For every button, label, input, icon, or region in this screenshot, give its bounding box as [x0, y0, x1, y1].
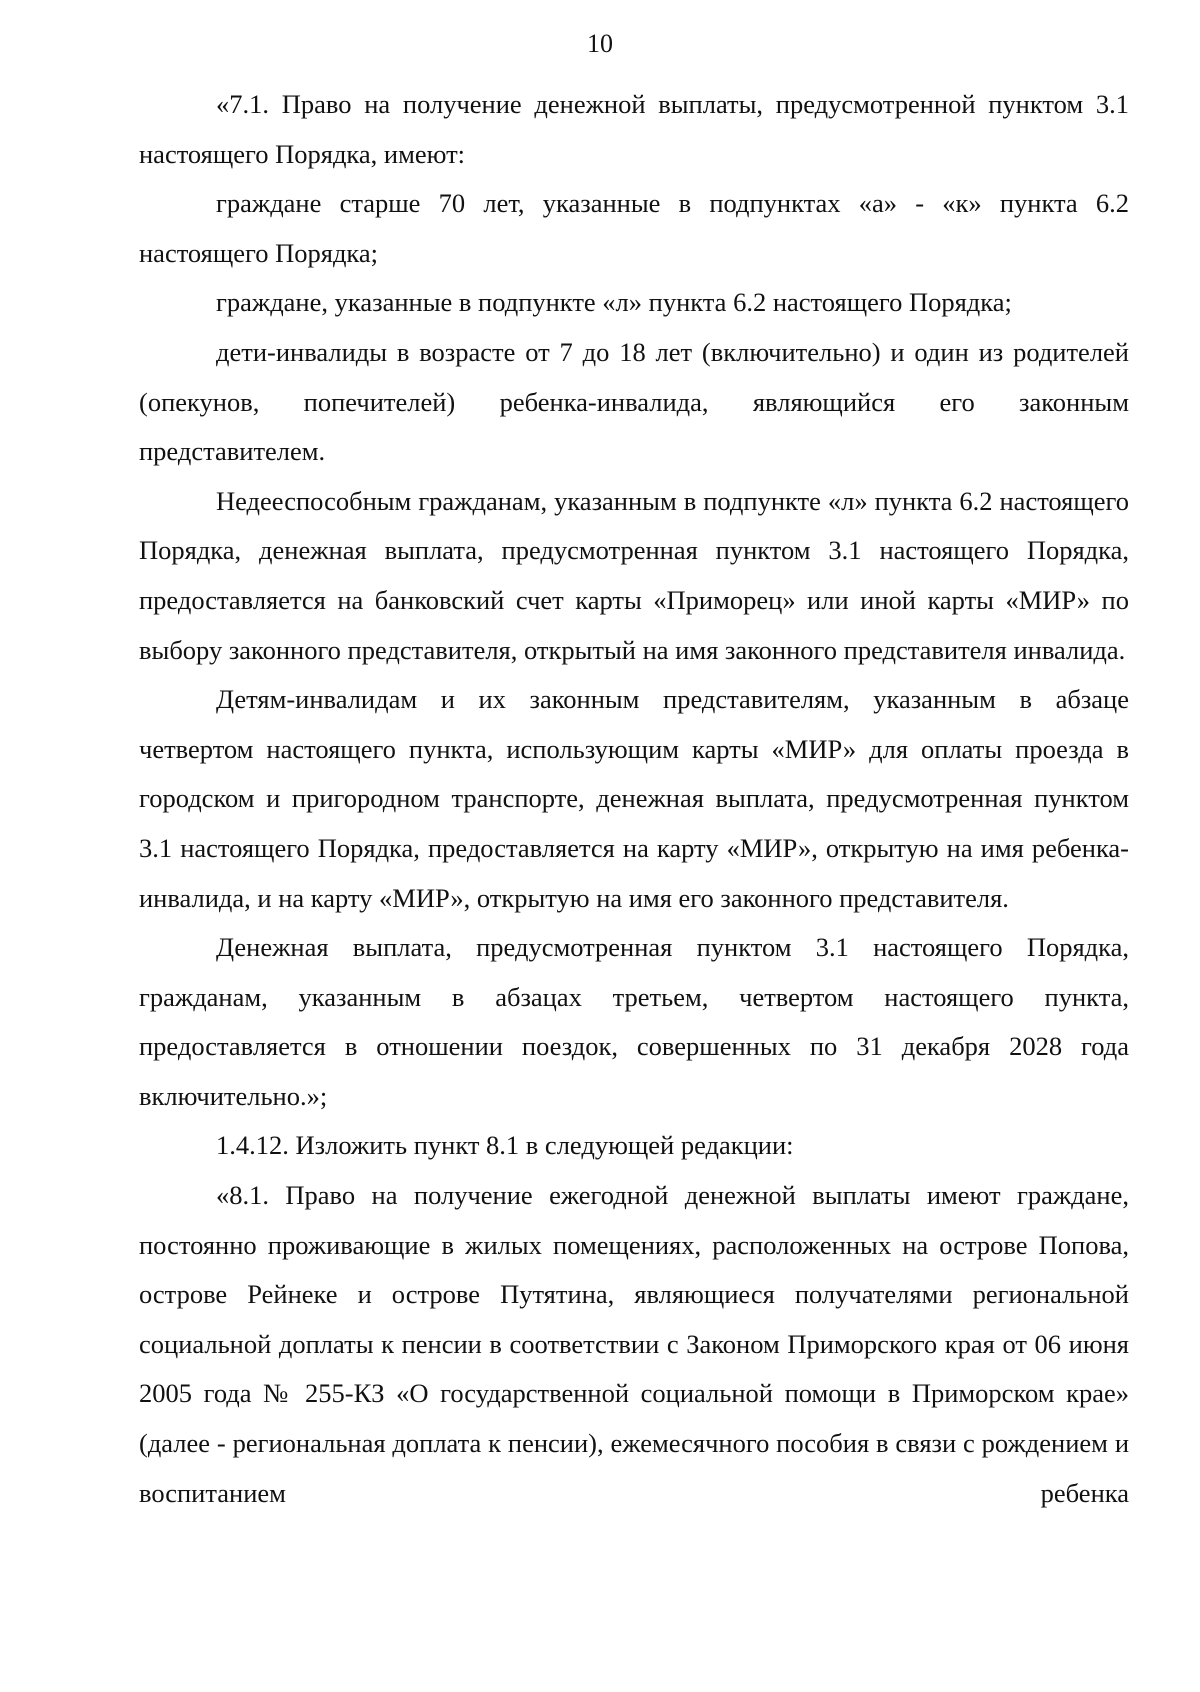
- paragraph-1-4-12: 1.4.12. Изложить пункт 8.1 в следующей редакции:: [216, 1130, 794, 1161]
- paragraph-citizens-over-70: граждане старше 70 лет, указанные в подпунктах «а» - «к» пункта 6.2 настоящего Порядка;: [139, 188, 1129, 268]
- paragraph-incapable-citizens: Недееспособным гражданам, указанным в подпункте «л» пункта 6.2 настоящего Порядка, денежная выплата, предусмотренная пунктом 3.1 настоящего Порядка, предоставляется на банковский счет карты «Приморец» или иной карты «МИР» по выбору законного представителя, открытый на имя законного представителя инвалида.: [139, 485, 1129, 665]
- paragraph-8-1: «8.1. Право на получение ежегодной денежной выплаты имеют граждане, постоянно проживающие в жилых помещениях, расположенных на острове Попова, острове Рейнеке и острове Путятина, являющиеся получателями региональной социальной доплаты к пенсии в соответствии с Законом Приморского края от 06 июня 2005 года № 255-КЗ «О государственной социальной помощи в Приморском крае» (далее - региональная доплата к пенсии), ежемесячного пособия в связи с рождением и воспитанием ребенка: [139, 1180, 1129, 1508]
- paragraph-mir-cards: Детям-инвалидам и их законным представителям, указанным в абзаце четвертом настоящего пункта, использующим карты «МИР» для оплаты проезда в городском и пригородном транспорте, денежная выплата, предусмотренная пунктом 3.1 настоящего Порядка, предоставляется на карту «МИР», открытую на имя ребенка-инвалида, и на карту «МИР», открытую на имя его законного представителя.: [139, 684, 1129, 913]
- paragraph-7-1-intro: «7.1. Право на получение денежной выплаты, предусмотренной пунктом 3.1 настоящего Порядка, имеют:: [139, 89, 1129, 169]
- document-body: [139, 80, 1129, 1518]
- paragraph-citizens-subpoint-l: граждане, указанные в подпункте «л» пункта 6.2 настоящего Порядка;: [216, 287, 1012, 318]
- page-number: 10: [587, 29, 613, 58]
- paragraph-disabled-children: дети-инвалиды в возрасте от 7 до 18 лет (включительно) и один из родителей (опекунов, попечителей) ребенка-инвалида, являющийся его законным представителем.: [139, 336, 1129, 467]
- paragraph-payment-period: Денежная выплата, предусмотренная пунктом 3.1 настоящего Порядка, гражданам, указанным в абзацах третьем, четвертом настоящего пункта, предоставляется в отношении поездок, совершенных по 31 декабря 2028 года включительно.»;: [139, 932, 1129, 1111]
